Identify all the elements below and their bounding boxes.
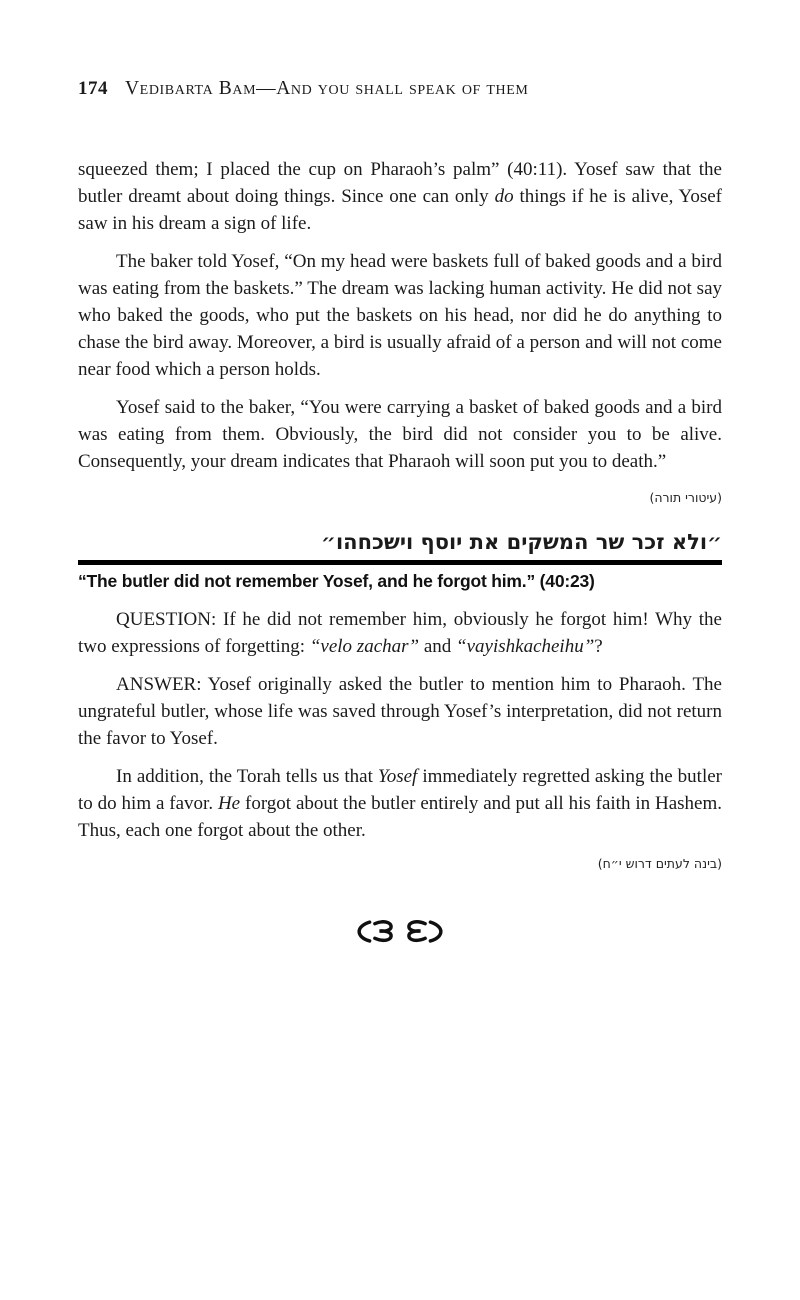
paragraph (78, 248, 722, 383)
page-header (78, 78, 722, 100)
text-run: immediately regretted asking the butler to do him a favor. (78, 766, 722, 814)
text-run: The baker told Yosef, “On my head were baskets full of baked goods and a bird was eating from the baskets.” The dream was lacking human activity. He did not say who baked the goods, who put the baskets on his head, nor did he do anything to chase the bird away. Moreover, a bird is usually afraid of a person and will not come near food which a person holds. (78, 251, 722, 380)
italic-text-run: do (494, 186, 514, 207)
italic-text-run: Yosef (377, 766, 418, 787)
question-paragraph (78, 606, 722, 660)
source-attribution (78, 855, 722, 873)
text-run: forgot about the butler entirely and put all his faith in Hashem. Thus, each one forgot about the other. (78, 793, 722, 841)
fleuron-ornament (78, 917, 722, 950)
text-run: In addition, the Torah tells us that (116, 766, 378, 787)
text-run: QUESTION: If he did not remember him, obviously he forgot him! Why the two expressions of forgetting: (78, 609, 722, 657)
answer-paragraph (78, 671, 722, 752)
verse-translation-heading: “The butler did not remember Yosef, and he forgot him.” (40:23) (78, 571, 595, 591)
text-run: ANSWER: Yosef originally asked the butler to mention him to Pharaoh. The ungrateful butler, whose life was saved through Yosef’s interpretation, did not return the favor to Yosef. (78, 674, 722, 749)
text-run: and (419, 636, 457, 657)
page-number: 174 (78, 78, 108, 99)
text-run: squeezed them; I placed the cup on Pharaoh’s palm” (40:11). Yosef saw that the butler dreamt about doing things. Since one can only (78, 159, 722, 207)
page-content (78, 156, 722, 950)
source-attribution-text: (עיטורי תורה) (649, 490, 722, 505)
paragraph (78, 394, 722, 475)
italic-text-run: “vayishkacheihu” (456, 636, 595, 657)
text-run: Yosef said to the baker, “You were carrying a basket of baked goods and a bird was eating from them. Obviously, the bird did not consider you to be alive. Consequently, your dream indicates that Pharaoh will soon put you to death.” (78, 397, 722, 472)
source-attribution-text: (בינה לעתים דרוש י״ח) (597, 856, 722, 871)
paragraph (78, 763, 722, 844)
book-title: Vedibarta Bam—And you shall speak of them (125, 78, 529, 99)
heading-rule (78, 560, 722, 565)
text-run: things if he is alive, Yosef saw in his dream a sign of life. (78, 186, 722, 234)
text-run: ? (594, 636, 603, 657)
italic-text-run: “velo zachar” (309, 636, 420, 657)
hebrew-verse-heading: ״ולא זכר שר המשקים את יוסף וישכחהו״ (321, 530, 722, 554)
paragraph (78, 156, 722, 237)
source-attribution (78, 489, 722, 507)
italic-text-run: He (217, 793, 241, 814)
